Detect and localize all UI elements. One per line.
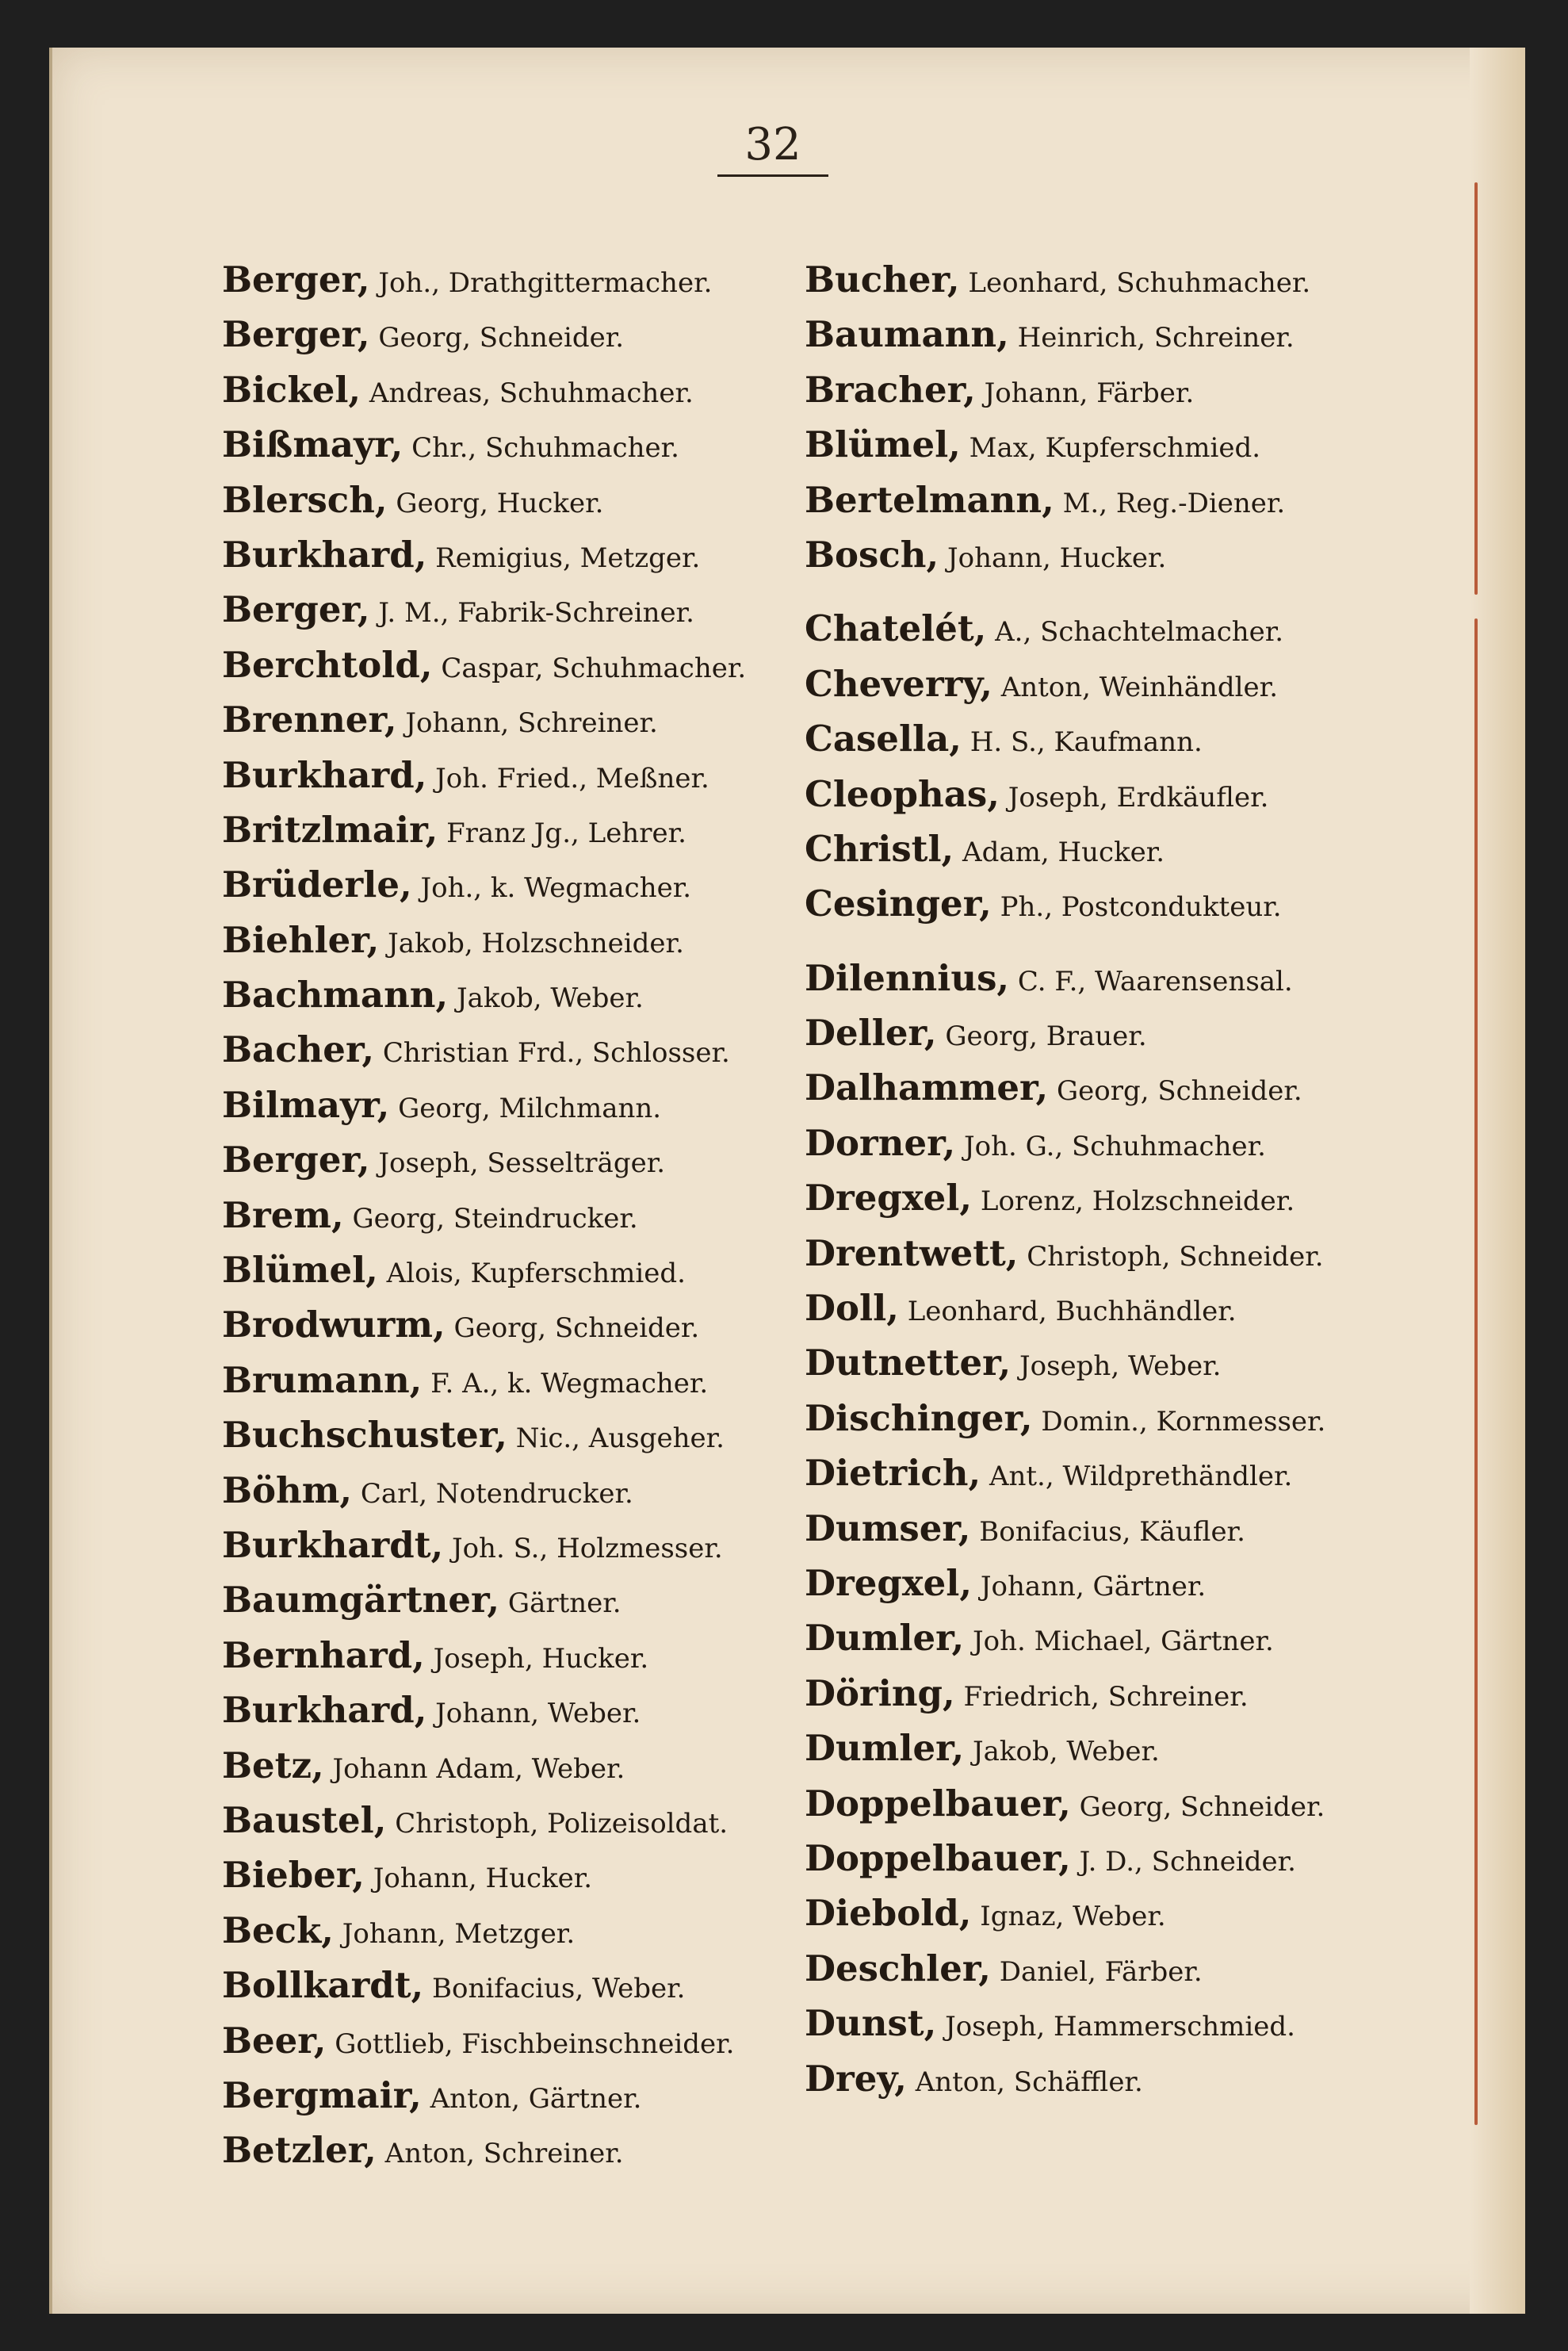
entry-details: Jakob, Weber.	[457, 982, 644, 1015]
entry-details: Christoph, Polizeisoldat.	[395, 1807, 729, 1840]
directory-entry	[805, 1831, 1391, 1886]
entry-details: Anton, Schäffler.	[915, 2066, 1143, 2098]
directory-entry	[222, 582, 809, 637]
entry-surname: Bosch,	[805, 533, 939, 576]
directory-entry	[222, 967, 809, 1022]
directory-entry	[222, 1132, 809, 1187]
entry-surname: Buchschuster,	[222, 1414, 507, 1457]
entry-surname: Bracher,	[805, 368, 976, 411]
entry-details: Joh., k. Wegmacher.	[420, 872, 692, 905]
directory-entry	[222, 1022, 809, 1077]
entry-details: Ignaz, Weber.	[980, 1901, 1166, 1933]
directory-entry	[805, 1445, 1391, 1500]
entry-details: Carl, Notendrucker.	[360, 1477, 633, 1510]
entry-surname: Bilmayr,	[222, 1083, 390, 1126]
directory-entry	[805, 767, 1391, 821]
directory-entry	[222, 692, 809, 747]
entry-details: Caspar, Schuhmacher.	[441, 652, 747, 684]
entry-surname: Bickel,	[222, 368, 361, 411]
entry-details: Johann, Metzger.	[342, 1917, 576, 1950]
entry-details: Jakob, Holzschneider.	[388, 927, 684, 959]
entry-surname: Drentwett,	[805, 1231, 1019, 1274]
directory-entry	[222, 1793, 809, 1847]
directory-entry	[222, 1518, 809, 1572]
entry-details: Joh. S., Holzmesser.	[451, 1532, 723, 1564]
directory-entry	[222, 2013, 809, 2068]
directory-entry	[805, 527, 1391, 582]
directory-entry	[805, 1941, 1391, 1996]
entry-details: Christoph, Schneider.	[1027, 1240, 1324, 1273]
entry-surname: Berger,	[222, 1139, 370, 1181]
entry-surname: Diebold,	[805, 1892, 972, 1935]
entry-details: Anton, Schreiner.	[384, 2138, 624, 2170]
entry-surname: Dumler,	[805, 1617, 965, 1660]
directory-entry	[222, 252, 809, 307]
entry-details: Domin., Kornmesser.	[1041, 1405, 1326, 1438]
entry-details: Johann, Gärtner.	[980, 1570, 1207, 1602]
entry-details: Johann, Hucker.	[373, 1863, 593, 1895]
left-column	[222, 252, 809, 2178]
entry-surname: Dilennius,	[805, 956, 1010, 999]
entry-surname: Betz,	[222, 1744, 324, 1786]
binding-thread	[1474, 618, 1478, 2125]
entry-details: Joh. G., Schuhmacher.	[964, 1130, 1266, 1162]
directory-entry	[222, 1628, 809, 1683]
entry-details: A., Schachtelmacher.	[995, 616, 1284, 649]
entry-details: Johann, Färber.	[984, 377, 1195, 409]
entry-details: Johann, Weber.	[435, 1698, 641, 1730]
entry-details: J. M., Fabrik-Schreiner.	[378, 597, 694, 630]
directory-entry	[805, 1226, 1391, 1281]
directory-entry	[222, 638, 809, 692]
directory-entry	[222, 1572, 809, 1627]
entry-details: Leonhard, Schuhmacher.	[968, 267, 1311, 299]
entry-surname: Chatelét,	[805, 607, 987, 650]
directory-entry	[805, 1666, 1391, 1721]
directory-entry	[222, 1463, 809, 1518]
entry-surname: Baustel,	[222, 1798, 387, 1841]
entry-surname: Brumann,	[222, 1358, 423, 1401]
entry-details: Nic., Ausgeher.	[515, 1422, 725, 1455]
directory-entry	[805, 1116, 1391, 1170]
entry-surname: Bacher,	[222, 1028, 375, 1071]
entry-details: Georg, Schneider.	[453, 1312, 700, 1345]
entry-surname: Christl,	[805, 827, 954, 870]
entry-details: Joh. Fried., Meßner.	[435, 762, 709, 795]
entry-surname: Blersch,	[222, 478, 388, 521]
directory-entry	[222, 857, 809, 912]
entry-surname: Dunst,	[805, 2002, 937, 2045]
entry-surname: Dischinger,	[805, 1396, 1033, 1439]
directory-entry	[222, 1243, 809, 1297]
entry-surname: Bißmayr,	[222, 423, 403, 466]
entry-surname: Doll,	[805, 1287, 899, 1330]
entry-surname: Drey,	[805, 2057, 907, 2100]
entry-details: Georg, Milchmann.	[398, 1092, 662, 1124]
directory-entry	[805, 1005, 1391, 1060]
entry-surname: Dregxel,	[805, 1561, 973, 1604]
entry-details: Anton, Gärtner.	[430, 2082, 642, 2115]
directory-entry	[805, 1060, 1391, 1115]
entry-details: Jakob, Weber.	[973, 1736, 1160, 1768]
entry-surname: Blümel,	[805, 423, 961, 466]
entry-surname: Bieber,	[222, 1854, 365, 1897]
entry-details: Gottlieb, Fischbeinschneider.	[335, 2027, 735, 2060]
entry-details: Georg, Brauer.	[945, 1020, 1147, 1053]
directory-entry	[222, 1078, 809, 1132]
entry-details: Joseph, Sesselträger.	[378, 1147, 666, 1180]
directory-entry	[805, 657, 1391, 711]
entry-details: C. F., Waarensensal.	[1017, 965, 1293, 997]
directory-entry	[805, 876, 1391, 931]
directory-entry	[805, 1776, 1391, 1831]
entry-surname: Bucher,	[805, 258, 960, 301]
entry-surname: Berger,	[222, 258, 370, 301]
entry-surname: Deller,	[805, 1012, 937, 1055]
entry-details: Franz Jg., Lehrer.	[446, 817, 686, 849]
entry-surname: Dumler,	[805, 1727, 965, 1770]
entry-details: Lorenz, Holzschneider.	[980, 1185, 1295, 1218]
entry-surname: Beer,	[222, 2019, 327, 2062]
entry-surname: Döring,	[805, 1671, 955, 1714]
entry-surname: Biehler,	[222, 918, 380, 961]
entry-details: Chr., Schuhmacher.	[411, 432, 679, 465]
entry-details: Leonhard, Buchhändler.	[907, 1296, 1237, 1328]
directory-entry	[222, 1958, 809, 2012]
directory-entry	[805, 2051, 1391, 2106]
entry-surname: Bergmair,	[222, 2073, 422, 2116]
entry-details: Bonifacius, Weber.	[432, 1973, 686, 2005]
entry-surname: Britzlmair,	[222, 808, 438, 851]
entry-surname: Burkhard,	[222, 1689, 427, 1732]
entry-details: Adam, Hucker.	[962, 836, 1165, 868]
entry-surname: Deschler,	[805, 1947, 991, 1989]
entry-details: Joseph, Hammerschmied.	[945, 2011, 1295, 2043]
directory-entry	[222, 802, 809, 857]
entry-details: Bonifacius, Käufler.	[979, 1515, 1245, 1548]
directory-entry	[805, 711, 1391, 766]
directory-entry	[222, 1297, 809, 1352]
directory-entry	[222, 913, 809, 967]
entry-details: Georg, Schneider.	[378, 322, 625, 354]
entry-details: Alois, Kupferschmied.	[386, 1258, 686, 1290]
entry-details: Daniel, Färber.	[999, 1955, 1203, 1988]
directory-entry	[805, 1281, 1391, 1335]
directory-entry	[805, 252, 1391, 307]
directory-entry	[805, 1610, 1391, 1665]
directory-entry	[222, 1847, 809, 1902]
entry-surname: Dietrich,	[805, 1452, 981, 1495]
directory-entry	[805, 821, 1391, 876]
entry-surname: Cleophas,	[805, 772, 1000, 815]
entry-surname: Bollkardt,	[222, 1964, 424, 2007]
entry-surname: Brenner,	[222, 699, 397, 741]
entry-surname: Betzler,	[222, 2129, 377, 2172]
directory-entry	[222, 473, 809, 527]
directory-entry	[222, 527, 809, 582]
binding-thread	[1474, 182, 1478, 595]
directory-entry	[805, 362, 1391, 417]
directory-entry	[805, 1996, 1391, 2050]
entry-surname: Brem,	[222, 1193, 344, 1236]
entry-surname: Burkhard,	[222, 753, 427, 796]
directory-entry	[805, 417, 1391, 472]
entry-surname: Cesinger,	[805, 883, 992, 925]
page-number: 32	[744, 119, 801, 170]
entry-details: Georg, Steindrucker.	[352, 1202, 638, 1235]
entry-surname: Berger,	[222, 588, 370, 631]
directory-entry	[222, 2123, 809, 2177]
entry-surname: Bernhard,	[222, 1633, 425, 1676]
entry-details: Anton, Weinhändler.	[1000, 671, 1279, 703]
directory-entry	[222, 1188, 809, 1243]
entry-surname: Casella,	[805, 718, 962, 760]
entry-surname: Baumgärtner,	[222, 1579, 500, 1622]
entry-details: Max, Kupferschmied.	[969, 432, 1261, 465]
entry-details: Andreas, Schuhmacher.	[369, 377, 694, 409]
directory-entry	[805, 1335, 1391, 1390]
entry-surname: Doppelbauer,	[805, 1836, 1071, 1879]
entry-surname: Bertelmann,	[805, 478, 1054, 521]
entry-details: Ph., Postcondukteur.	[1000, 891, 1282, 924]
directory-entry	[222, 362, 809, 417]
directory-entry	[805, 1170, 1391, 1225]
entry-surname: Burkhard,	[222, 533, 427, 576]
entry-surname: Doppelbauer,	[805, 1782, 1071, 1825]
directory-entry	[805, 473, 1391, 527]
entry-surname: Berchtold,	[222, 643, 433, 686]
entry-surname: Dutnetter,	[805, 1342, 1012, 1384]
entry-surname: Brodwurm,	[222, 1304, 446, 1346]
entry-details: Christian Frd., Schlosser.	[382, 1037, 730, 1070]
directory-entry	[222, 1683, 809, 1737]
entry-details: Gärtner.	[507, 1587, 621, 1620]
entry-surname: Burkhardt,	[222, 1523, 444, 1566]
entry-surname: Dumser,	[805, 1507, 971, 1549]
entry-details: Heinrich, Schreiner.	[1017, 322, 1295, 354]
directory-entry	[805, 601, 1391, 656]
right-column	[805, 252, 1391, 2106]
directory-entry	[805, 1886, 1391, 1940]
directory-entry	[805, 307, 1391, 362]
entry-details: Joh., Drathgittermacher.	[378, 267, 713, 299]
entry-details: M., Reg.-Diener.	[1062, 487, 1286, 519]
entry-details: Remigius, Metzger.	[435, 542, 701, 574]
page-spine-shadow	[1470, 48, 1525, 2314]
directory-entry	[805, 1501, 1391, 1556]
directory-entry	[222, 748, 809, 802]
entry-details: F. A., k. Wegmacher.	[430, 1367, 709, 1399]
directory-entry	[222, 307, 809, 362]
entry-details: Ant., Wildprethändler.	[989, 1461, 1293, 1493]
entry-details: Joseph, Hucker.	[433, 1642, 649, 1675]
entry-details: Joh. Michael, Gärtner.	[973, 1625, 1274, 1658]
entry-surname: Berger,	[222, 313, 370, 356]
entry-details: Georg, Schneider.	[1056, 1075, 1302, 1108]
entry-surname: Dregxel,	[805, 1177, 973, 1220]
directory-entry	[805, 1721, 1391, 1775]
entry-details: Georg, Hucker.	[396, 487, 604, 519]
directory-entry	[805, 1556, 1391, 1610]
directory-entry	[222, 2068, 809, 2123]
directory-entry	[222, 417, 809, 472]
entry-details: Joseph, Weber.	[1019, 1350, 1222, 1383]
entry-details: Johann, Schreiner.	[405, 707, 658, 740]
page-number-rule	[717, 174, 828, 177]
entry-details: Johann, Hucker.	[947, 542, 1167, 574]
entry-surname: Beck,	[222, 1909, 334, 1951]
directory-entry	[222, 1738, 809, 1793]
entry-surname: Brüderle,	[222, 863, 412, 906]
directory-entry	[805, 1391, 1391, 1445]
entry-surname: Baumann,	[805, 313, 1009, 356]
directory-entry	[805, 951, 1391, 1005]
entry-surname: Böhm,	[222, 1468, 353, 1511]
directory-entry	[222, 1353, 809, 1407]
entry-surname: Cheverry,	[805, 662, 992, 705]
entry-surname: Dorner,	[805, 1121, 956, 1164]
entry-surname: Blümel,	[222, 1249, 378, 1292]
entry-surname: Dalhammer,	[805, 1066, 1049, 1109]
entry-details: Friedrich, Schreiner.	[963, 1680, 1249, 1713]
entry-details: J. D., Schneider.	[1079, 1845, 1296, 1878]
entry-surname: Bachmann,	[222, 974, 449, 1017]
directory-entry	[222, 1903, 809, 1958]
entry-details: Joseph, Erdkäufler.	[1008, 781, 1269, 814]
directory-entry	[222, 1407, 809, 1462]
entry-details: Johann Adam, Weber.	[332, 1752, 625, 1785]
entry-details: Georg, Schneider.	[1079, 1790, 1325, 1823]
entry-details: H. S., Kaufmann.	[969, 726, 1203, 759]
